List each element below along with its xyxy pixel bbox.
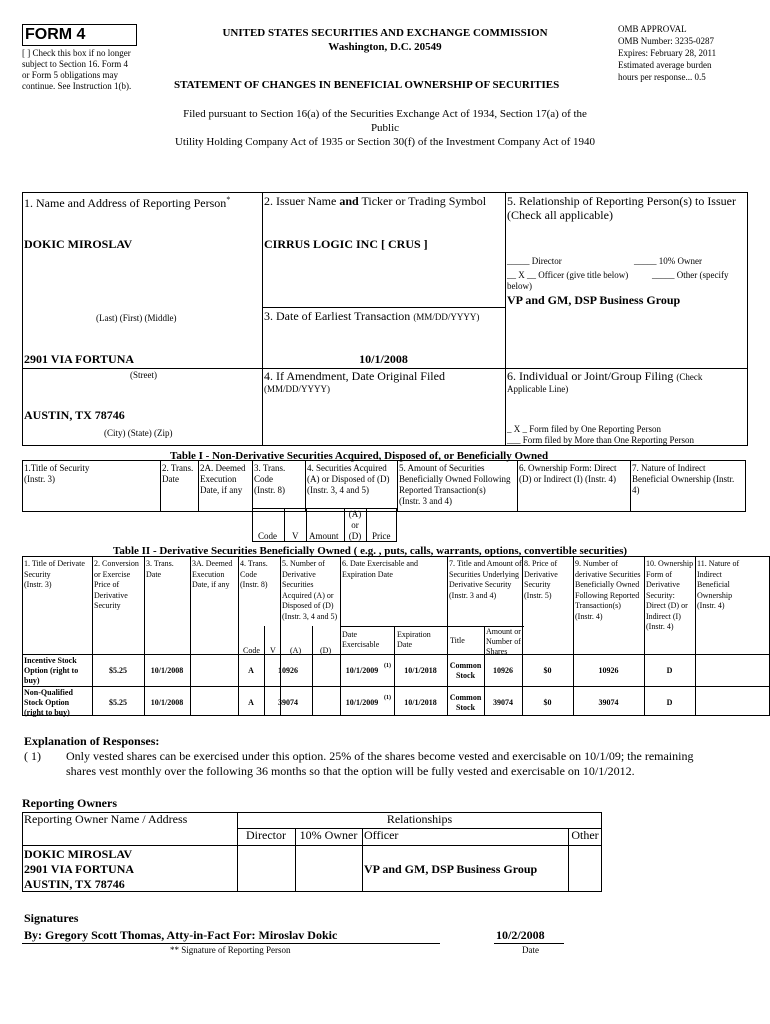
t2-h11-line-3: Beneficial (697, 580, 730, 589)
t1-h6: 6. Ownership Form: Direct (519, 463, 617, 473)
t1-sub-amount: Amount (309, 531, 339, 541)
owners-h-ten: 10% Owner (299, 828, 358, 842)
joint-more-persons: ___ Form filed by More than One Reporting Person (507, 435, 694, 445)
owner-name-3: AUSTIN, TX 78746 (24, 877, 125, 891)
t2-sub-exp-2: Date (397, 640, 413, 649)
check-note-4: continue. See Instruction 1(b). (22, 81, 132, 91)
t2-h1-line-1: 1. Title of Derivate (24, 559, 85, 568)
owners-title: Reporting Owners (22, 796, 117, 810)
t2-h10-line-6: Indirect (I) (646, 611, 681, 621)
t2-h2-line-5: Security (94, 601, 121, 610)
t2-sub-title: Title (450, 636, 465, 645)
explanation-title: Explanation of Responses: (24, 734, 160, 748)
officer-title: VP and GM, DSP Business Group (507, 293, 681, 307)
owners-h-director: Director (246, 828, 286, 842)
t2-row-code: A (248, 666, 254, 675)
t2-h5-line-3: Securities (282, 580, 314, 589)
t2-h11-line-1: 11. Nature of (697, 559, 740, 568)
t2-h3a-line-3: Date, if any (192, 580, 230, 589)
form-title: FORM 4 (25, 26, 86, 43)
t2-sub-a: (A) (290, 646, 302, 655)
t1-h6b: (D) or Indirect (I) (Instr. 4) (519, 474, 616, 484)
t2-h3-line-2: Date (146, 569, 162, 579)
t2-h10-line-2: Form of (646, 569, 672, 579)
t2-row-title: buy) (24, 676, 40, 685)
t2-h9-line-3: Beneficially Owned (575, 580, 640, 589)
t2-h3a-line-2: Execution (192, 569, 225, 579)
t2-row-form: D (666, 666, 673, 675)
t1-h7: 7. Nature of Indirect (632, 463, 706, 473)
t2-row-exercisable: 10/1/2009 (345, 698, 379, 707)
t1-h2b: Date (162, 474, 179, 484)
t2-sub-exp-1: Expiration (397, 630, 431, 639)
t2-h5-line-4: Acquired (A) or (282, 590, 334, 600)
t2-row-acquired: 10926 (278, 666, 298, 675)
signature-date-label: Date (522, 945, 539, 955)
officer-check: __ X __ Officer (give title below) (507, 270, 629, 280)
t2-sub-date-ex-2: Exercisable (342, 640, 380, 649)
t1-sub-aord-2: or (351, 520, 359, 530)
t2-h6-line-2: Expiration Date (342, 569, 393, 579)
label-relationship-1: 5. Relationship of Reporting Person(s) to Issuer (507, 194, 736, 208)
t2-row-date: 10/1/2008 (150, 698, 184, 707)
t2-h1-line-3: (Instr. 3) (24, 580, 52, 589)
t1-h3: 3. Trans. (254, 463, 286, 473)
filed-2: Public (370, 122, 400, 134)
signature-label: ** Signature of Reporting Person (170, 945, 291, 955)
t2-sub-amt-2: Number of (486, 637, 521, 646)
label-last-first-middle: (Last) (First) (Middle) (96, 313, 177, 323)
t2-h11-line-2: Indirect (697, 569, 722, 579)
t2-h5-line-1: 5. Number of (282, 559, 325, 568)
t2-h4-line-1: 4. Trans. (240, 559, 268, 568)
t1-h2: 2. Trans. (162, 463, 194, 473)
t1-sub-code: Code (258, 531, 277, 541)
t2-row-date: 10/1/2008 (150, 666, 184, 675)
t1-h7c: 4) (632, 485, 640, 495)
t2-h6-line-1: 6. Date Exercisable and (342, 559, 418, 568)
filed-3: Utility Holding Company Act of 1935 or Section 30(f) of the Investment Company Act of 1940 (174, 136, 596, 148)
t2-row-deriv-price: $0 (543, 698, 552, 707)
label-joint-filing: 6. Individual or Joint/Group Filing (Check (507, 369, 703, 383)
t2-h5-line-5: Disposed of (D) (282, 601, 334, 610)
director-check: _____ Director (507, 256, 562, 266)
signatures-title: Signatures (24, 911, 79, 925)
t2-sub-amt-1: Amount or (486, 627, 521, 636)
t1-h1b: (Instr. 3) (24, 474, 55, 484)
t1-h4c: (Instr. 3, 4 and 5) (307, 485, 369, 495)
t2-h3a-line-1: 3A. Deemed (192, 559, 233, 568)
t1-sub-aord-1: (A) (348, 509, 362, 519)
t2-row-exercisable: 10/1/2009 (345, 666, 379, 675)
t1-h5b: Beneficially Owned Following (399, 474, 511, 484)
t1-sub-v: V (292, 531, 299, 541)
t2-row-expiration: 10/1/2018 (404, 666, 437, 675)
t2-h8-line-2: Derivative (524, 569, 558, 579)
t2-row-und-title: Common (449, 693, 482, 702)
agency-location: Washington, D.C. 20549 (328, 41, 442, 53)
check-note-2: subject to Section 16. Form 4 (22, 59, 128, 69)
owner-name-2: 2901 VIA FORTUNA (24, 862, 135, 876)
t1-h3b: Code (254, 474, 273, 484)
t2-h3-line-1: 3. Trans. (146, 559, 174, 568)
t1-h2a: 2A. Deemed (200, 463, 246, 473)
label-issuer: 2. Issuer Name and Ticker or Trading Symbol (264, 194, 487, 208)
t2-h10-line-7: (Instr. 4) (646, 622, 674, 631)
t2-row-title: Non-Qualified (24, 688, 73, 697)
reporting-person-street: 2901 VIA FORTUNA (24, 352, 135, 366)
owners-h-relationships: Relationships (386, 812, 453, 826)
owners-h-officer: Officer (364, 828, 399, 842)
t2-row-und-amount: 10926 (493, 666, 513, 675)
t2-row-title: Incentive Stock (24, 656, 77, 665)
t2-h9-line-6: (Instr. 4) (575, 611, 603, 621)
t2-h4-line-2: Code (240, 569, 257, 579)
t2-h9-line-2: derivative Securities (575, 569, 641, 579)
t1-h2ab: Execution (200, 474, 237, 484)
issuer-name: CIRRUS LOGIC INC [ CRUS ] (264, 237, 428, 251)
label-amendment-format: (MM/DD/YYYY) (264, 384, 330, 394)
owner-name-1: DOKIC MIROSLAV (24, 847, 133, 861)
below-label: below) (507, 281, 532, 291)
t2-row-und-title: Stock (455, 671, 476, 680)
t1-h4: 4. Securities Acquired (307, 463, 387, 473)
label-city-state-zip: (City) (State) (Zip) (104, 428, 173, 438)
t1-h1: 1.Title of Security (24, 463, 90, 473)
t1-h3c: (Instr. 8) (254, 485, 285, 495)
signature-by: By: Gregory Scott Thomas, Atty-in-Fact For: Miroslav Dokic (24, 928, 338, 942)
omb-1: OMB APPROVAL (618, 24, 687, 34)
explanation-number: ( 1) (24, 749, 41, 763)
t1-h4b: (A) or Disposed of (D) (307, 474, 390, 484)
owners-h-other: Other (571, 828, 599, 842)
signature-date: 10/2/2008 (496, 928, 545, 942)
explanation-line-1: Only vested shares can be exercised under this option. 25% of the shares become vested and exercisable on 10/1/09; the remaining (66, 749, 694, 763)
t2-h10-line-1: 10. Ownership (646, 559, 694, 568)
t2-h8-line-1: 8. Price of (524, 559, 558, 568)
t2-h9-line-4: Following Reported (575, 590, 640, 600)
t2-row-und-title: Stock (455, 703, 476, 712)
reporting-person-city: AUSTIN, TX 78746 (24, 408, 125, 422)
t2-h11-line-4: Ownership (697, 590, 733, 600)
explanation-line-2: shares vest monthly over the following 36 months so that the option will be fully vested and exercisable on 10/1/2012. (66, 764, 635, 778)
t2-sub-date-ex-1: Date (342, 630, 358, 639)
table1-title: Table I - Non-Derivative Securities Acquired, Disposed of, or Beneficially Owned (170, 450, 549, 462)
joint-one-person: _ X _ Form filed by One Reporting Person (507, 424, 661, 434)
t2-h7-line-1: 7. Title and Amount of (449, 559, 522, 568)
t2-row-price: $5.25 (109, 666, 127, 675)
t2-h1-line-2: Security (24, 569, 51, 579)
check-note-1: [ ] Check this box if no longer (22, 48, 131, 58)
omb-4: Estimated average burden (618, 60, 712, 70)
label-joint-applicable: Applicable Line) (507, 384, 569, 394)
t2-row-price: $5.25 (109, 698, 127, 707)
t1-sub-aord-3: (D) (348, 531, 362, 541)
t2-h5-line-2: Derivative (282, 569, 316, 579)
label-amendment: 4. If Amendment, Date Original Filed (264, 369, 445, 383)
t1-h2ac: Date, if any (200, 485, 243, 495)
t2-h10-line-5: Direct (D) or (646, 601, 688, 610)
t2-row-form: D (666, 698, 673, 707)
t2-row-code: A (248, 698, 254, 707)
filed-1: Filed pursuant to Section 16(a) of the Securities Exchange Act of 1934, Section 17(a) of the (183, 108, 587, 120)
t1-h5: 5. Amount of Securities (399, 463, 485, 473)
label-relationship-2: (Check all applicable) (507, 208, 613, 222)
t2-row-und-amount: 39074 (493, 698, 513, 707)
t2-sub-amt-3: Shares (486, 647, 508, 656)
earliest-transaction-date: 10/1/2008 (359, 352, 408, 366)
t2-h7-line-4: (Instr. 3 and 4) (449, 590, 497, 600)
statement-title: STATEMENT OF CHANGES IN BENEFICIAL OWNERSHIP OF SECURITIES (174, 79, 560, 91)
t2-h2-line-3: Price of (94, 580, 120, 589)
t2-h4-line-3: (Instr. 8) (240, 580, 268, 589)
reporting-person-name: DOKIC MIROSLAV (24, 237, 133, 251)
table2-title: Table II - Derivative Securities Beneficially Owned ( e.g. , puts, calls, warrants, options, convertible securities) (113, 545, 628, 557)
t2-h11-line-5: (Instr. 4) (697, 601, 725, 610)
t2-h8-line-4: (Instr. 5) (524, 590, 552, 600)
t2-row-deriv-price: $0 (543, 666, 552, 675)
t2-row-expiration: 10/1/2018 (404, 698, 437, 707)
t2-row-owned: 39074 (598, 698, 619, 707)
t2-h8-line-3: Security (524, 580, 551, 589)
other-check: _____ Other (specify (652, 270, 729, 280)
t2-h2-line-4: Derivative (94, 590, 128, 600)
owner-officer: VP and GM, DSP Business Group (364, 862, 538, 876)
t1-h7b: Beneficial Ownership (Instr. (632, 474, 735, 484)
t2-row-title: Option (right to (24, 666, 79, 675)
t2-sub-d: (D) (320, 646, 332, 655)
check-note-3: or Form 5 obligations may (22, 70, 118, 80)
label-earliest-date: 3. Date of Earliest Transaction (MM/DD/YYYY) (264, 309, 480, 323)
agency-name: UNITED STATES SECURITIES AND EXCHANGE COMMISSION (222, 27, 548, 39)
t1-sub-price: Price (372, 531, 391, 541)
t2-row-title: Stock Option (24, 698, 70, 707)
t2-sub-v: V (270, 646, 276, 655)
t2-row-title: (right to buy) (24, 708, 70, 717)
omb-5: hours per response... 0.5 (618, 72, 706, 82)
t2-h9-line-1: 9. Number of (575, 559, 618, 568)
ten-pct-check: _____ 10% Owner (634, 256, 702, 266)
t2-row-ex-mark: (1) (384, 663, 391, 669)
t2-h5-line-6: (Instr. 3, 4 and 5) (282, 611, 338, 621)
t2-row-owned: 10926 (598, 666, 619, 675)
t1-h5d: (Instr. 3 and 4) (399, 496, 452, 506)
owners-h-name: Reporting Owner Name / Address (24, 812, 188, 826)
t2-row-und-title: Common (449, 661, 482, 670)
label-reporting-person: 1. Name and Address of Reporting Person* (24, 195, 231, 210)
t2-row-ex-mark: (1) (384, 695, 391, 701)
t2-h7-line-2: Securities Underlying (449, 569, 519, 579)
t2-h9-line-5: Transaction(s) (575, 601, 621, 610)
t2-h2-line-2: or Exercise (94, 569, 131, 579)
omb-2: OMB Number: 3235-0287 (618, 36, 714, 46)
t2-row-acquired: 39074 (278, 698, 298, 707)
t2-h2-line-1: 2. Conversion (94, 559, 139, 568)
t2-sub-code: Code (243, 646, 260, 655)
t2-h10-line-3: Derivative (646, 580, 680, 589)
omb-3: Expires: February 28, 2011 (618, 48, 717, 58)
label-street: (Street) (130, 370, 157, 380)
t1-h5c: Reported Transaction(s) (399, 485, 486, 495)
t2-h10-line-4: Security: (646, 590, 675, 600)
t2-h7-line-3: Derivative Security (449, 580, 512, 589)
